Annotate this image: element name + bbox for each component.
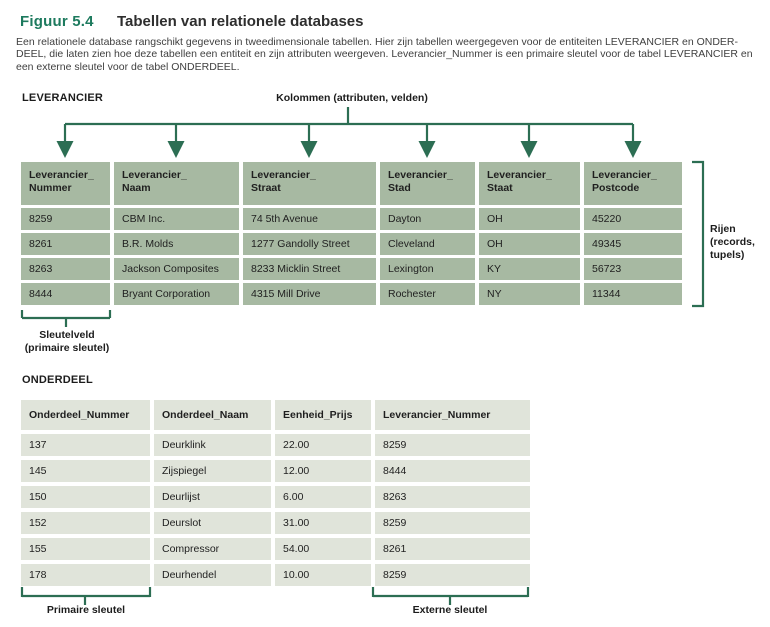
table-cell: 4315 Mill Drive	[243, 283, 376, 305]
table-cell: 31.00	[275, 512, 371, 534]
table-cell: Zijspiegel	[154, 460, 271, 482]
sleutelveld-annotation: Sleutelveld (primaire sleutel)	[24, 329, 110, 354]
onderdeel-table	[21, 400, 530, 586]
caption-line: Een relationele database rangschikt gegevens in tweedimensionale tabellen. Hier zijn tabellen weergegeven voor de entiteiten LEVERANCIER en ONDER-	[16, 36, 738, 48]
kolommen-annotation: Kolommen (attributen, velden)	[276, 92, 428, 104]
table-cell: 49345	[584, 233, 682, 255]
column-header: Leverancier_Nummer	[375, 400, 530, 430]
table-cell: 56723	[584, 258, 682, 280]
table-cell: 8444	[21, 283, 110, 305]
caption-line: DEEL, die laten zien hoe deze tabellen een entiteit en zijn attributen weergeven. Leverancier_Nummer is een primaire sleutel voor de tabel LEVERANCIER en	[16, 48, 753, 61]
table-cell: 137	[21, 434, 150, 456]
table-cell: 178	[21, 564, 150, 586]
column-header: Leverancier_ Nummer	[21, 162, 110, 205]
table-cell: Rochester	[380, 283, 475, 305]
caption-line: een externe sleutel voor de tabel ONDERDEEL.	[16, 60, 240, 73]
table-cell: 150	[21, 486, 150, 508]
table-cell: Cleveland	[380, 233, 475, 255]
table-cell: OH	[479, 233, 580, 255]
table-cell: 8263	[21, 258, 110, 280]
externe-sleutel-annotation: Externe sleutel	[412, 604, 488, 616]
figure-title: Tabellen van relationele databases	[117, 13, 364, 30]
figure-caption	[16, 36, 753, 73]
table-cell: Deurslot	[154, 512, 271, 534]
column-header: Onderdeel_Naam	[154, 400, 271, 430]
column-header: Eenheid_Prijs	[275, 400, 371, 430]
table-cell: OH	[479, 208, 580, 230]
table-cell: 8261	[21, 233, 110, 255]
table-cell: B.R. Molds	[114, 233, 239, 255]
table-cell: NY	[479, 283, 580, 305]
table-cell: Lexington	[380, 258, 475, 280]
table-cell: Deurklink	[154, 434, 271, 456]
column-header: Onderdeel_Nummer	[21, 400, 150, 430]
table-cell: Deurhendel	[154, 564, 271, 586]
table-cell: 12.00	[275, 460, 371, 482]
table-cell: 10.00	[275, 564, 371, 586]
table-cell: 8263	[375, 486, 530, 508]
figure-number: Figuur 5.4	[20, 13, 94, 30]
table-cell: 1277 Gandolly Street	[243, 233, 376, 255]
table-cell: 155	[21, 538, 150, 560]
column-header: Leverancier_ Postcode	[584, 162, 682, 205]
table-cell: Dayton	[380, 208, 475, 230]
column-header: Leverancier_ Straat	[243, 162, 376, 205]
leverancier-table-title: LEVERANCIER	[22, 92, 104, 104]
onderdeel-table-title: ONDERDEEL	[22, 374, 93, 386]
primaire-sleutel-annotation: Primaire sleutel	[46, 604, 126, 616]
table-cell: Jackson Composites	[114, 258, 239, 280]
table-cell: 54.00	[275, 538, 371, 560]
table-cell: 8233 Micklin Street	[243, 258, 376, 280]
leverancier-table	[21, 162, 682, 305]
rijen-annotation: Rijen (records, tupels)	[710, 223, 755, 261]
table-cell: CBM Inc.	[114, 208, 239, 230]
rijen-bracket	[690, 160, 708, 308]
table-cell: 8259	[375, 434, 530, 456]
sleutelveld-bracket	[16, 308, 120, 330]
table-cell: Bryant Corporation	[114, 283, 239, 305]
column-header: Leverancier_ Staat	[479, 162, 580, 205]
table-cell: 8444	[375, 460, 530, 482]
down-arrow-icon	[57, 124, 642, 158]
table-cell: 22.00	[275, 434, 371, 456]
table-cell: 11344	[584, 283, 682, 305]
table-cell: 6.00	[275, 486, 371, 508]
table-cell: 8259	[375, 512, 530, 534]
table-cell: 152	[21, 512, 150, 534]
table-cell: Compressor	[154, 538, 271, 560]
columns-arrow-tree	[0, 104, 770, 164]
table-cell: 8261	[375, 538, 530, 560]
table-cell: 8259	[21, 208, 110, 230]
table-cell: 145	[21, 460, 150, 482]
table-cell: 74 5th Avenue	[243, 208, 376, 230]
table-cell: 8259	[375, 564, 530, 586]
table-cell: Deurlijst	[154, 486, 271, 508]
table-cell: KY	[479, 258, 580, 280]
column-header: Leverancier_ Stad	[380, 162, 475, 205]
table-cell: 45220	[584, 208, 682, 230]
column-header: Leverancier_ Naam	[114, 162, 239, 205]
